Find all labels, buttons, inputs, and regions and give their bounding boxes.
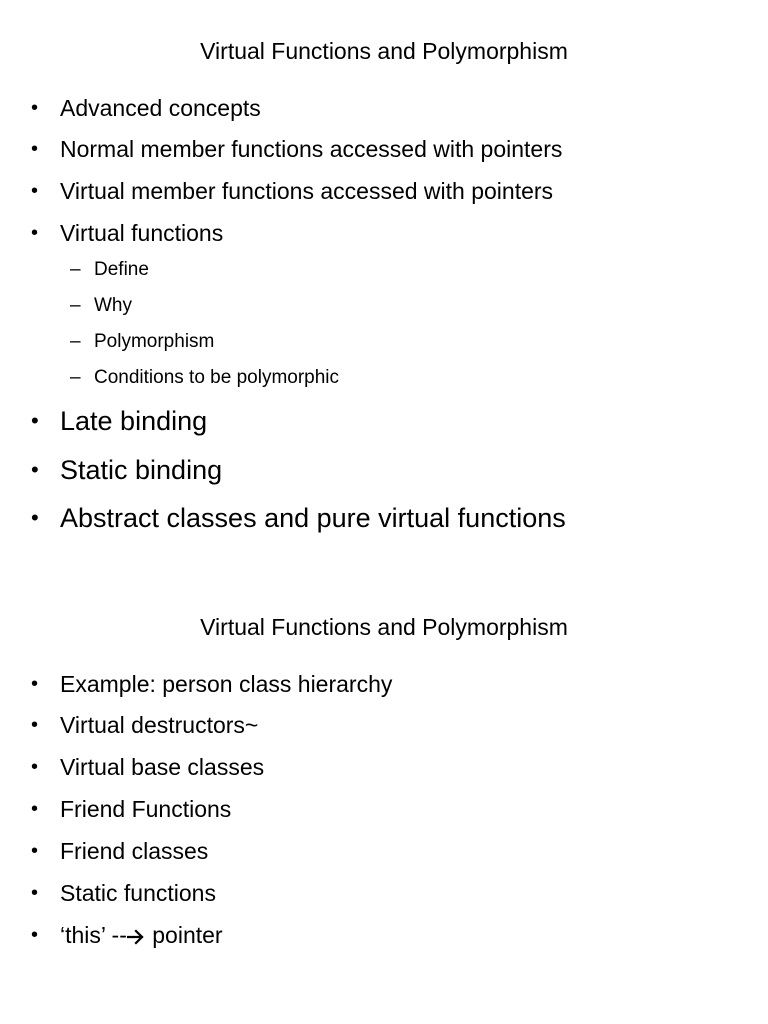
list-item <box>31 836 209 866</box>
sub-list-item-text: Polymorphism <box>94 331 215 352</box>
bullet-marker: • <box>31 222 39 244</box>
list-item <box>31 176 554 206</box>
list-item-text: Static binding <box>60 455 223 485</box>
dash-marker: – <box>70 367 81 388</box>
list-item <box>31 710 259 740</box>
list-item-text: Abstract classes and pure virtual functions <box>60 503 566 533</box>
slide-2 <box>0 576 768 1024</box>
list-item-text: Advanced concepts <box>60 95 261 121</box>
list-item-text: Static functions <box>60 880 216 906</box>
list-item <box>31 134 563 164</box>
list-item <box>31 500 566 536</box>
list-item <box>31 452 223 488</box>
bullet-marker: • <box>31 408 39 433</box>
list-item <box>31 403 208 439</box>
sub-list-item <box>70 293 132 319</box>
bullet-marker: • <box>31 924 39 946</box>
list-item-text: Friend classes <box>60 838 209 864</box>
list-item-text: Late binding <box>60 406 208 436</box>
bullet-marker: • <box>31 138 39 160</box>
slide-title: Virtual Functions and Polymorphism <box>200 38 568 64</box>
bullet-marker: • <box>31 798 39 820</box>
slide-title: Virtual Functions and Polymorphism <box>200 614 568 640</box>
sub-list-item <box>70 329 215 355</box>
right-arrow-icon <box>127 928 145 946</box>
bullet-marker: • <box>31 180 39 202</box>
sub-list-item-text: Define <box>94 259 149 280</box>
list-item-text: Virtual destructors~ <box>60 712 259 738</box>
list-item <box>31 669 393 699</box>
dash-marker: – <box>70 295 81 316</box>
sub-list-item <box>70 365 340 391</box>
list-item-text: Example: person class hierarchy <box>60 671 393 697</box>
list-item <box>31 920 223 950</box>
sub-list-item-text: Conditions to be polymorphic <box>94 367 340 388</box>
list-item-text: Friend Functions <box>60 796 232 822</box>
bullet-marker: • <box>31 97 39 119</box>
list-item <box>31 218 224 248</box>
bullet-marker: • <box>31 457 39 482</box>
sub-list-item-text: Why <box>94 295 132 316</box>
list-item-text-after: pointer <box>145 922 223 948</box>
bullet-marker: • <box>31 882 39 904</box>
list-item <box>31 794 232 824</box>
list-item-text: Virtual base classes <box>60 754 265 780</box>
list-item-text: Virtual functions <box>60 220 224 246</box>
bullet-marker: • <box>31 756 39 778</box>
dash-marker: – <box>70 259 81 280</box>
list-item-text-before: ‘this’ -- <box>60 922 127 948</box>
dash-marker: – <box>70 331 81 352</box>
list-item-text: Normal member functions accessed with pointers <box>60 136 563 162</box>
list-item-text: Virtual member functions accessed with pointers <box>60 178 554 204</box>
list-item <box>31 93 261 123</box>
sub-list-item <box>70 257 149 283</box>
bullet-marker: • <box>31 505 39 530</box>
list-item <box>31 752 265 782</box>
bullet-marker: • <box>31 714 39 736</box>
bullet-marker: • <box>31 840 39 862</box>
bullet-marker: • <box>31 673 39 695</box>
list-item <box>31 878 216 908</box>
